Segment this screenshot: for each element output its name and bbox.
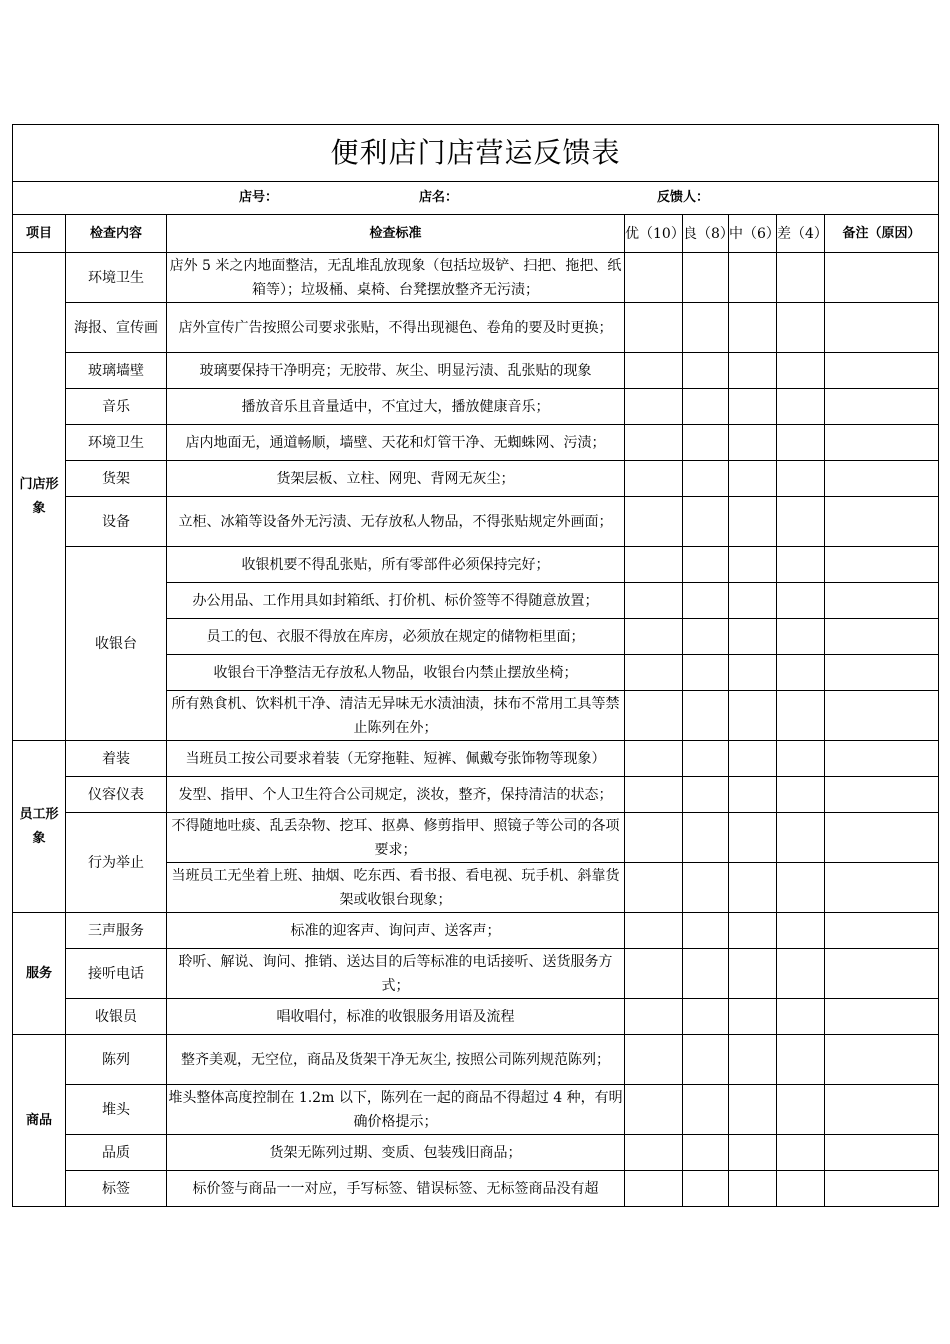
medium-cell[interactable]: [729, 1171, 777, 1207]
header-medium: 中（6）: [729, 215, 777, 253]
check-item-cell: 海报、宣传画: [66, 303, 167, 353]
excellent-cell[interactable]: [625, 655, 683, 691]
header-content: 检查内容: [66, 215, 167, 253]
check-item-cell: 货架: [66, 461, 167, 497]
good-cell[interactable]: [683, 425, 729, 461]
excellent-cell[interactable]: [625, 353, 683, 389]
medium-cell[interactable]: [729, 813, 777, 863]
good-cell[interactable]: [683, 497, 729, 547]
poor-cell[interactable]: [777, 389, 825, 425]
poor-cell[interactable]: [777, 777, 825, 813]
poor-cell[interactable]: [777, 913, 825, 949]
table-row: [13, 1035, 939, 1085]
table-row: [13, 1135, 939, 1171]
check-item-cell: 环境卫生: [66, 425, 167, 461]
medium-cell[interactable]: [729, 497, 777, 547]
feedback-table: [12, 124, 939, 1207]
remark-cell[interactable]: [825, 303, 939, 353]
excellent-cell[interactable]: [625, 1035, 683, 1085]
good-cell[interactable]: [683, 913, 729, 949]
excellent-cell[interactable]: [625, 253, 683, 303]
check-standard-cell: 唱收唱付，标准的收银服务用语及流程: [167, 999, 625, 1035]
excellent-cell[interactable]: [625, 691, 683, 741]
check-standard-cell: 标价签与商品一一对应，手写标签、错误标签、无标签商品没有超: [167, 1171, 625, 1207]
check-standard-cell: 办公用品、工作用具如封箱纸、打价机、标价签等不得随意放置；: [167, 583, 625, 619]
poor-cell[interactable]: [777, 253, 825, 303]
poor-cell[interactable]: [777, 691, 825, 741]
check-standard-cell: 所有熟食机、饮料机干净、清洁无异味无水渍油渍，抹布不常用工具等禁止陈列在外；: [167, 691, 625, 741]
poor-cell[interactable]: [777, 863, 825, 913]
good-cell[interactable]: [683, 461, 729, 497]
check-standard-cell: 员工的包、衣服不得放在库房，必须放在规定的储物柜里面；: [167, 619, 625, 655]
info-row: [13, 182, 939, 215]
check-standard-cell: 不得随地吐痰、乱丢杂物、挖耳、抠鼻、修剪指甲、照镜子等公司的各项要求；: [167, 813, 625, 863]
check-standard-cell: 当班员工无坐着上班、抽烟、吃东西、看书报、看电视、玩手机、斜靠货架或收银台现象；: [167, 863, 625, 913]
poor-cell[interactable]: [777, 425, 825, 461]
excellent-cell[interactable]: [625, 1135, 683, 1171]
header-good: 良（8）: [683, 215, 729, 253]
check-item-cell: 音乐: [66, 389, 167, 425]
table-row: [13, 741, 939, 777]
remark-cell[interactable]: [825, 813, 939, 863]
page-title: 便利店门店营运反馈表: [13, 125, 939, 182]
check-standard-cell: 货架无陈列过期、变质、包装残旧商品；: [167, 1135, 625, 1171]
remark-cell[interactable]: [825, 461, 939, 497]
check-standard-cell: 标准的迎客声、询问声、送客声；: [167, 913, 625, 949]
remark-cell[interactable]: [825, 863, 939, 913]
remark-cell[interactable]: [825, 497, 939, 547]
check-item-cell: 收银台: [66, 547, 167, 741]
medium-cell[interactable]: [729, 999, 777, 1035]
excellent-cell[interactable]: [625, 619, 683, 655]
table-row: [13, 425, 939, 461]
good-cell[interactable]: [683, 741, 729, 777]
poor-cell[interactable]: [777, 303, 825, 353]
excellent-cell[interactable]: [625, 389, 683, 425]
good-cell[interactable]: [683, 583, 729, 619]
medium-cell[interactable]: [729, 353, 777, 389]
check-standard-cell: 收银机要不得乱张贴，所有零部件必须保持完好；: [167, 547, 625, 583]
poor-cell[interactable]: [777, 461, 825, 497]
excellent-cell[interactable]: [625, 583, 683, 619]
remark-cell[interactable]: [825, 1171, 939, 1207]
medium-cell[interactable]: [729, 655, 777, 691]
check-standard-cell: 立柜、冰箱等设备外无污渍、无存放私人物品，不得张贴规定外画面；: [167, 497, 625, 547]
good-cell[interactable]: [683, 1135, 729, 1171]
check-item-cell: 标签: [66, 1171, 167, 1207]
good-cell[interactable]: [683, 253, 729, 303]
check-standard-cell: 店外宣传广告按照公司要求张贴，不得出现褪色、卷角的要及时更换；: [167, 303, 625, 353]
poor-cell[interactable]: [777, 813, 825, 863]
medium-cell[interactable]: [729, 619, 777, 655]
table-row: [13, 999, 939, 1035]
table-row: [13, 1085, 939, 1135]
good-cell[interactable]: [683, 547, 729, 583]
poor-cell[interactable]: [777, 1085, 825, 1135]
check-standard-cell: 堆头整体高度控制在 1.2m 以下，陈列在一起的商品不得超过 4 种，有明确价格提示；: [167, 1085, 625, 1135]
medium-cell[interactable]: [729, 461, 777, 497]
medium-cell[interactable]: [729, 1135, 777, 1171]
poor-cell[interactable]: [777, 497, 825, 547]
check-item-cell: 着装: [66, 741, 167, 777]
check-item-cell: 行为举止: [66, 813, 167, 913]
remark-cell[interactable]: [825, 655, 939, 691]
medium-cell[interactable]: [729, 691, 777, 741]
good-cell[interactable]: [683, 303, 729, 353]
table-row: [13, 497, 939, 547]
poor-cell[interactable]: [777, 619, 825, 655]
category-cell: 服务: [13, 913, 66, 1035]
good-cell[interactable]: [683, 863, 729, 913]
poor-cell[interactable]: [777, 1035, 825, 1085]
check-item-cell: 仪容仪表: [66, 777, 167, 813]
table-row: [13, 913, 939, 949]
check-standard-cell: 当班员工按公司要求着装（无穿拖鞋、短裤、佩戴夸张饰物等现象）: [167, 741, 625, 777]
remark-cell[interactable]: [825, 583, 939, 619]
remark-cell[interactable]: [825, 425, 939, 461]
table-row: [13, 949, 939, 999]
medium-cell[interactable]: [729, 913, 777, 949]
excellent-cell[interactable]: [625, 949, 683, 999]
table-row: [13, 353, 939, 389]
remark-cell[interactable]: [825, 1135, 939, 1171]
category-cell: 商品: [13, 1035, 66, 1207]
poor-cell[interactable]: [777, 1135, 825, 1171]
store-name-label: 店名：: [419, 190, 459, 205]
poor-cell[interactable]: [777, 741, 825, 777]
check-item-cell: 三声服务: [66, 913, 167, 949]
remark-cell[interactable]: [825, 949, 939, 999]
check-standard-cell: 店内地面无，通道畅顺，墙壁、天花和灯管干净、无蜘蛛网、污渍；: [167, 425, 625, 461]
remark-cell[interactable]: [825, 913, 939, 949]
excellent-cell[interactable]: [625, 863, 683, 913]
poor-cell[interactable]: [777, 1171, 825, 1207]
poor-cell[interactable]: [777, 949, 825, 999]
check-standard-cell: 整齐美观，无空位，商品及货架干净无灰尘, 按照公司陈列规范陈列；: [167, 1035, 625, 1085]
check-item-cell: 环境卫生: [66, 253, 167, 303]
check-standard-cell: 聆听、解说、询问、推销、送达目的后等标准的电话接听、送货服务方式；: [167, 949, 625, 999]
poor-cell[interactable]: [777, 999, 825, 1035]
table-row: [13, 1171, 939, 1207]
excellent-cell[interactable]: [625, 913, 683, 949]
remark-cell[interactable]: [825, 253, 939, 303]
excellent-cell[interactable]: [625, 1085, 683, 1135]
check-standard-cell: 发型、指甲、个人卫生符合公司规定，淡妆，整齐，保持清洁的状态；: [167, 777, 625, 813]
check-item-cell: 陈列: [66, 1035, 167, 1085]
excellent-cell[interactable]: [625, 303, 683, 353]
header-row: [13, 215, 939, 253]
check-item-cell: 接听电话: [66, 949, 167, 999]
table-row: [13, 253, 939, 303]
medium-cell[interactable]: [729, 1085, 777, 1135]
medium-cell[interactable]: [729, 583, 777, 619]
category-cell: 员工形象: [13, 741, 66, 913]
good-cell[interactable]: [683, 619, 729, 655]
remark-cell[interactable]: [825, 999, 939, 1035]
check-item-cell: 收银员: [66, 999, 167, 1035]
excellent-cell[interactable]: [625, 1171, 683, 1207]
excellent-cell[interactable]: [625, 425, 683, 461]
poor-cell[interactable]: [777, 583, 825, 619]
medium-cell[interactable]: [729, 777, 777, 813]
table-row: [13, 777, 939, 813]
poor-cell[interactable]: [777, 547, 825, 583]
category-cell: 门店形象: [13, 253, 66, 741]
excellent-cell[interactable]: [625, 547, 683, 583]
remark-cell[interactable]: [825, 741, 939, 777]
table-row: [13, 813, 939, 863]
good-cell[interactable]: [683, 813, 729, 863]
medium-cell[interactable]: [729, 1035, 777, 1085]
good-cell[interactable]: [683, 655, 729, 691]
good-cell[interactable]: [683, 949, 729, 999]
excellent-cell[interactable]: [625, 497, 683, 547]
header-project: 项目: [13, 215, 66, 253]
feedback-person-label: 反馈人：: [657, 190, 710, 205]
check-item-cell: 堆头: [66, 1085, 167, 1135]
medium-cell[interactable]: [729, 949, 777, 999]
remark-cell[interactable]: [825, 389, 939, 425]
header-standard: 检查标准: [167, 215, 625, 253]
medium-cell[interactable]: [729, 389, 777, 425]
check-item-cell: 玻璃墙壁: [66, 353, 167, 389]
excellent-cell[interactable]: [625, 813, 683, 863]
store-no-label: 店号：: [239, 190, 279, 205]
medium-cell[interactable]: [729, 741, 777, 777]
remark-cell[interactable]: [825, 777, 939, 813]
good-cell[interactable]: [683, 1035, 729, 1085]
check-standard-cell: 玻璃要保持干净明亮；无胶带、灰尘、明显污渍、乱张贴的现象: [167, 353, 625, 389]
remark-cell[interactable]: [825, 353, 939, 389]
check-standard-cell: 播放音乐且音量适中，不宜过大，播放健康音乐；: [167, 389, 625, 425]
table-row: [13, 547, 939, 583]
check-standard-cell: 店外 5 米之内地面整洁，无乱堆乱放现象（包括垃圾铲、扫把、拖把、纸箱等）；垃圾桶、桌椅、台凳摆放整齐无污渍；: [167, 253, 625, 303]
medium-cell[interactable]: [729, 253, 777, 303]
medium-cell[interactable]: [729, 425, 777, 461]
remark-cell[interactable]: [825, 691, 939, 741]
check-standard-cell: 货架层板、立柱、网兜、背网无灰尘；: [167, 461, 625, 497]
medium-cell[interactable]: [729, 547, 777, 583]
poor-cell[interactable]: [777, 353, 825, 389]
table-row: [13, 461, 939, 497]
poor-cell[interactable]: [777, 655, 825, 691]
good-cell[interactable]: [683, 1085, 729, 1135]
good-cell[interactable]: [683, 1171, 729, 1207]
excellent-cell[interactable]: [625, 777, 683, 813]
excellent-cell[interactable]: [625, 741, 683, 777]
remark-cell[interactable]: [825, 547, 939, 583]
table-row: [13, 389, 939, 425]
check-item-cell: 品质: [66, 1135, 167, 1171]
remark-cell[interactable]: [825, 1085, 939, 1135]
table-row: [13, 303, 939, 353]
good-cell[interactable]: [683, 353, 729, 389]
check-standard-cell: 收银台干净整洁无存放私人物品，收银台内禁止摆放坐椅；: [167, 655, 625, 691]
good-cell[interactable]: [683, 777, 729, 813]
medium-cell[interactable]: [729, 303, 777, 353]
header-remark: 备注（原因）: [825, 215, 939, 253]
excellent-cell[interactable]: [625, 461, 683, 497]
remark-cell[interactable]: [825, 1035, 939, 1085]
good-cell[interactable]: [683, 691, 729, 741]
good-cell[interactable]: [683, 389, 729, 425]
header-poor: 差（4）: [777, 215, 825, 253]
good-cell[interactable]: [683, 999, 729, 1035]
check-item-cell: 设备: [66, 497, 167, 547]
medium-cell[interactable]: [729, 863, 777, 913]
remark-cell[interactable]: [825, 619, 939, 655]
header-excellent: 优（10）: [625, 215, 683, 253]
excellent-cell[interactable]: [625, 999, 683, 1035]
